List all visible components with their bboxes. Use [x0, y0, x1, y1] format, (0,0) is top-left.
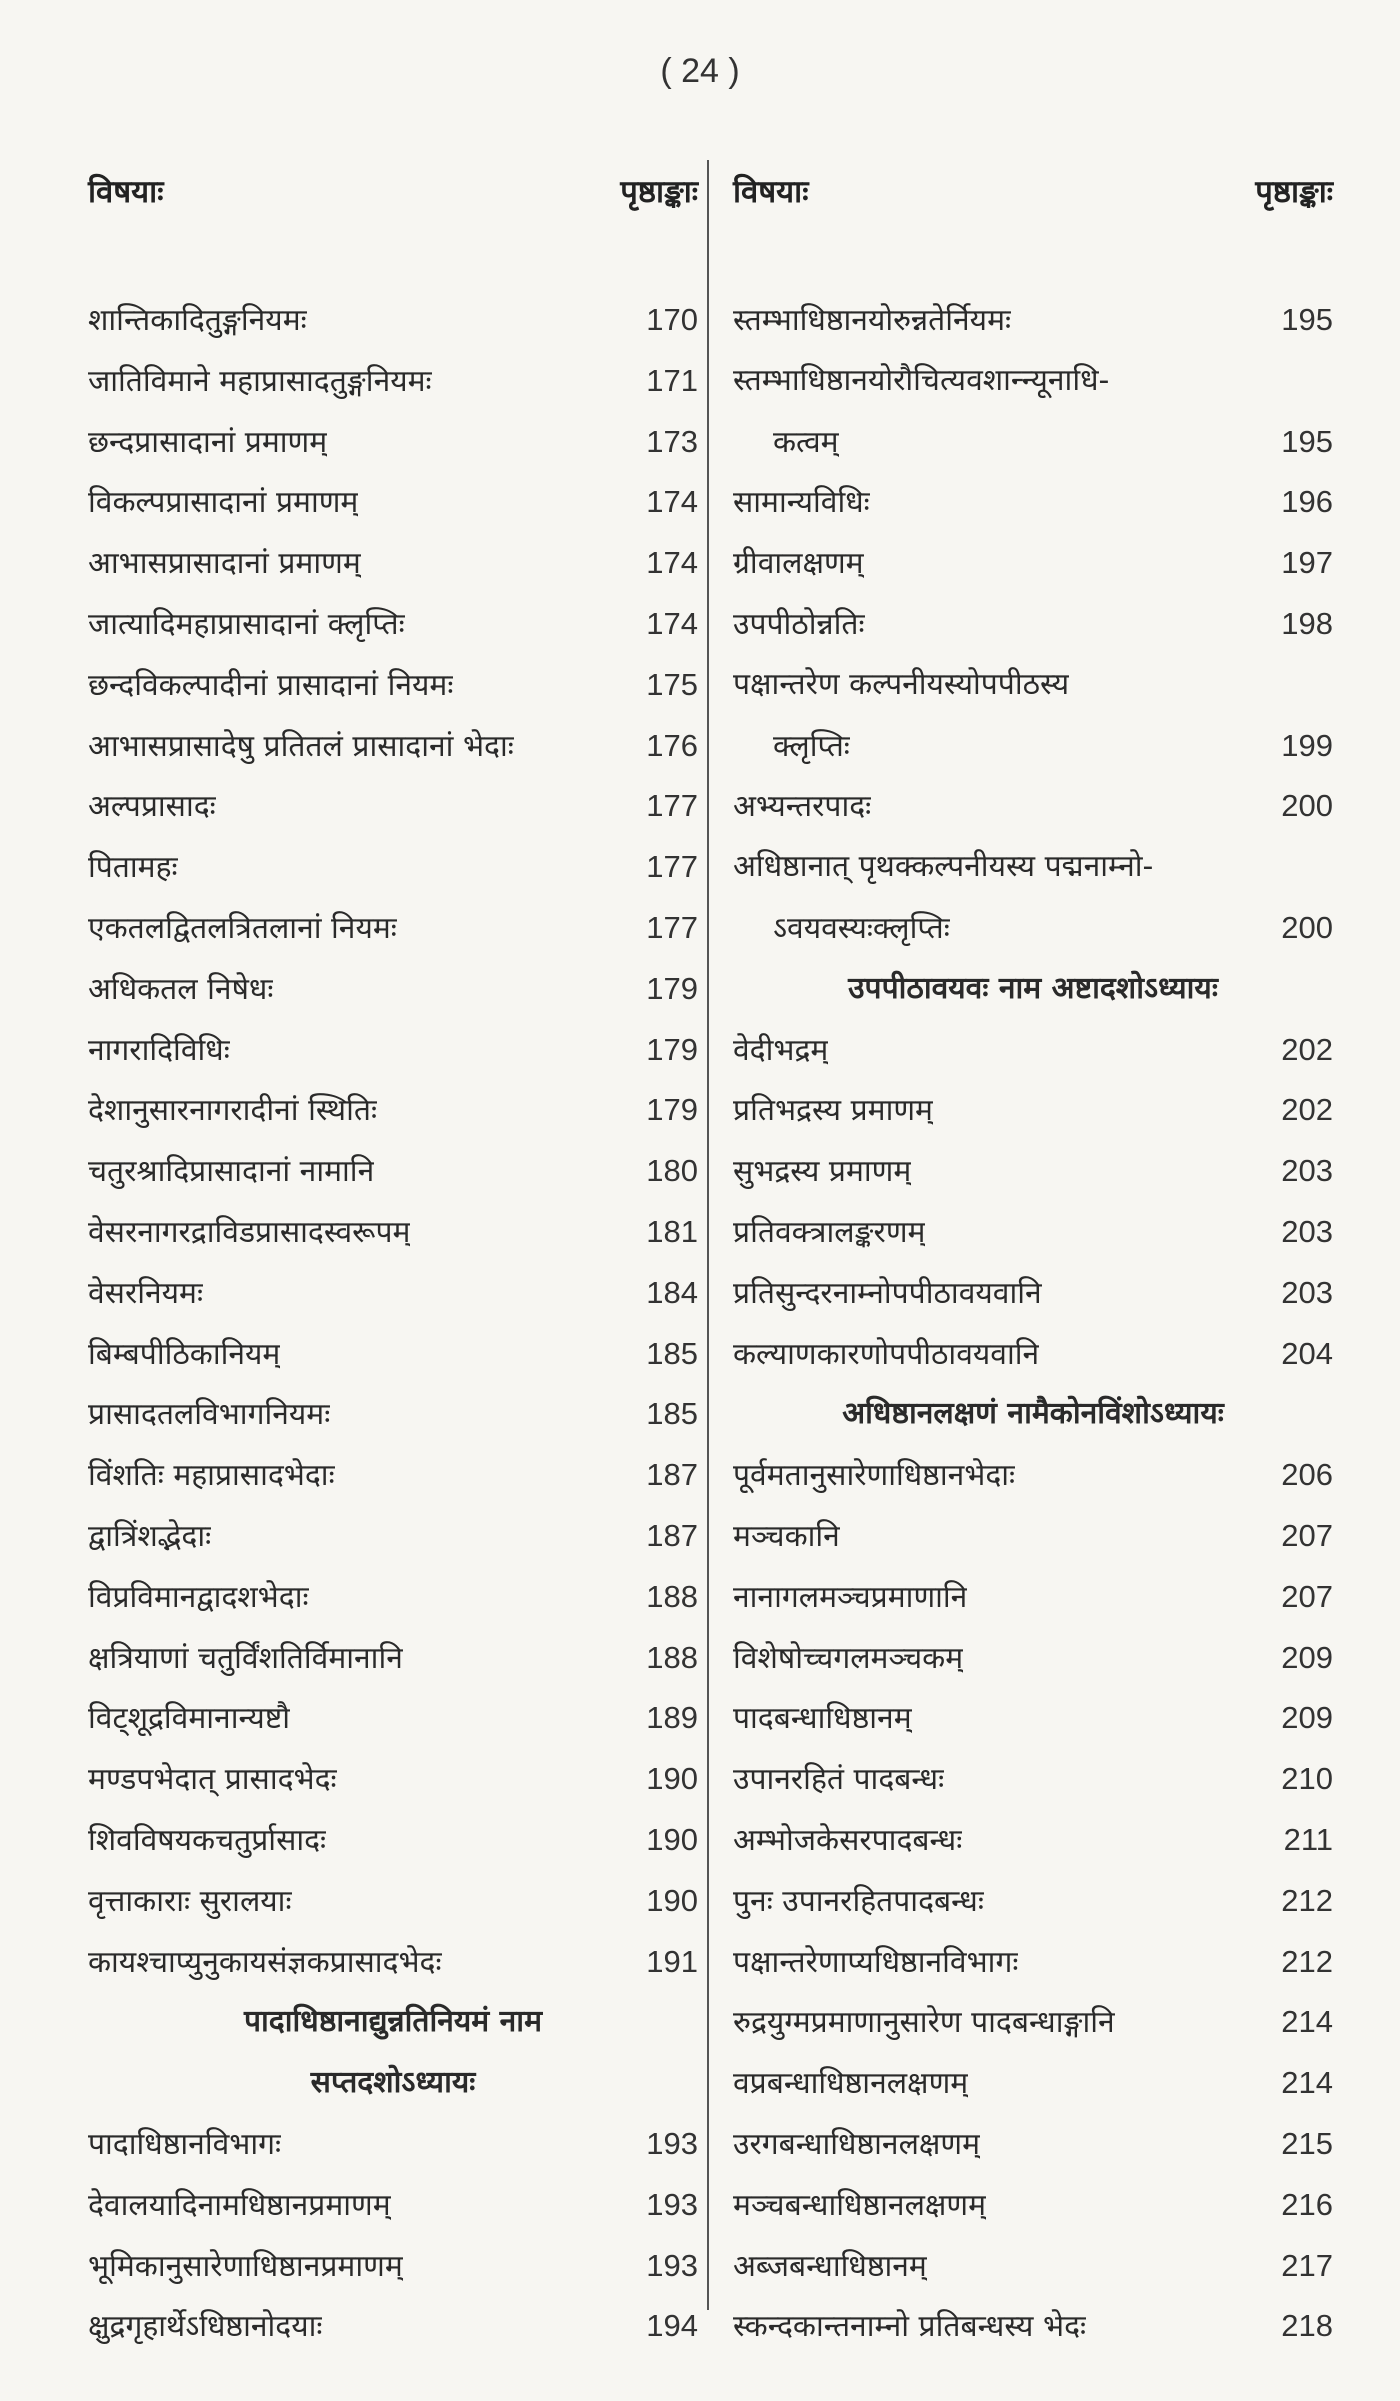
- toc-entry: [733, 290, 1333, 351]
- entry-page-number: 179: [646, 970, 698, 1006]
- page-number: ( 24 ): [660, 52, 740, 90]
- entry-page-number: 189: [646, 1700, 698, 1736]
- toc-entry: [88, 1445, 698, 1506]
- entry-page-number: 173: [646, 423, 698, 459]
- toc-entry: [733, 1324, 1333, 1385]
- toc-entry: [88, 959, 698, 1020]
- toc-entry: [88, 594, 698, 655]
- entry-title: शिवविषयकचतुर्प्रासादः: [88, 1822, 327, 1858]
- toc-entry: [733, 2236, 1333, 2297]
- toc-entry: [88, 1932, 698, 1993]
- toc-entry: [88, 1020, 698, 1081]
- entry-title: नागरादिविधिः: [88, 1032, 230, 1068]
- chapter-heading: उपपीठावयवः नाम अष्टादशोऽध्यायः: [848, 970, 1218, 1006]
- entry-title: उपानरहितं पादबन्धः: [733, 1762, 945, 1798]
- toc-entry: [88, 655, 698, 716]
- entry-page-number: 190: [646, 1761, 698, 1797]
- toc-entry: [733, 1506, 1333, 1567]
- toc-entry: [733, 412, 1333, 473]
- entry-title: मञ्चबन्धाधिष्ठानलक्षणम्: [733, 2187, 987, 2223]
- entry-page-number: 217: [1281, 2247, 1333, 2283]
- entry-title: प्रतिभद्रस्य प्रमाणम्: [733, 1093, 933, 1129]
- entry-title: वेसरनागरद्राविडप्रासादस्वरूपम्: [88, 1214, 411, 1250]
- toc-entry: [88, 533, 698, 594]
- entry-page-number: 200: [1281, 909, 1333, 945]
- entry-title: बिम्बपीठिकानियम्: [88, 1336, 281, 1372]
- subject-header: विषयाः: [88, 174, 164, 210]
- toc-entry: [733, 472, 1333, 533]
- toc-entry: [733, 837, 1333, 898]
- toc-entry: [733, 2296, 1333, 2357]
- entry-page-number: 212: [1281, 1943, 1333, 1979]
- entry-title: विकल्पप्रासादानां प्रमाणम्: [88, 485, 359, 521]
- entry-title: सुभद्रस्य प्रमाणम्: [733, 1154, 912, 1190]
- entry-page-number: 209: [1281, 1639, 1333, 1675]
- toc-entry: [88, 1202, 698, 1263]
- entry-page-number: 193: [646, 2186, 698, 2222]
- entry-page-number: 190: [646, 1882, 698, 1918]
- entry-page-number: 210: [1281, 1761, 1333, 1797]
- entry-title: क्लृप्तिः: [773, 728, 850, 764]
- entry-title: छन्दविकल्पादीनां प्रासादानां नियमः: [88, 667, 454, 703]
- entry-page-number: 174: [646, 484, 698, 520]
- entry-title: वेसरनियमः: [88, 1275, 204, 1311]
- entry-page-number: 211: [1283, 1821, 1333, 1857]
- entry-title: विशेषोच्चगलमञ्चकम्: [733, 1640, 964, 1676]
- entry-title: एकतलद्वितलत्रितलानां नियमः: [88, 910, 397, 946]
- entry-title: स्तम्भाधिष्ठानयोरौचित्यवशान्न्यूनाधि-: [733, 362, 1110, 398]
- subject-header: विषयाः: [733, 174, 809, 210]
- entry-title: देवालयादिनामधिष्ठानप्रमाणम्: [88, 2187, 391, 2223]
- toc-entry: [88, 1871, 698, 1932]
- entry-page-number: 197: [1281, 545, 1333, 581]
- entry-title: द्वात्रिंशद्भेदाः: [88, 1518, 212, 1554]
- entry-title: पुनः उपानरहितपादबन्धः: [733, 1883, 984, 1919]
- toc-entry: [733, 2114, 1333, 2175]
- entry-page-number: 174: [646, 545, 698, 581]
- toc-entry: [88, 1384, 698, 1445]
- entry-title: उपपीठोन्नतिः: [733, 606, 865, 642]
- contents-column-left: [88, 170, 698, 2357]
- entry-page-number: 207: [1281, 1517, 1333, 1553]
- entry-page-number: 204: [1281, 1335, 1333, 1371]
- toc-entry: [88, 898, 698, 959]
- entry-title: क्षत्रियाणां चतुर्विंशतिर्विमानानि: [88, 1640, 403, 1676]
- entry-page-number: 196: [1281, 484, 1333, 520]
- toc-entry: [733, 1141, 1333, 1202]
- entry-page-number: 214: [1281, 2004, 1333, 2040]
- toc-entry: [733, 1020, 1333, 1081]
- entry-list: [733, 290, 1333, 2357]
- entry-title: अल्पप्रासादः: [88, 789, 216, 825]
- toc-entry: [733, 1810, 1333, 1871]
- entry-page-number: 188: [646, 1639, 698, 1675]
- entry-title: ग्रीवालक्षणम्: [733, 546, 864, 582]
- toc-entry: [88, 472, 698, 533]
- toc-entry: [733, 898, 1333, 959]
- entry-page-number: 203: [1281, 1153, 1333, 1189]
- entry-title: वृत्ताकाराः सुरालयाः: [88, 1883, 292, 1919]
- toc-entry: [88, 1749, 698, 1810]
- toc-entry: [88, 837, 698, 898]
- entry-page-number: 175: [646, 666, 698, 702]
- column-header: [733, 170, 1333, 220]
- entry-page-number: 212: [1281, 1882, 1333, 1918]
- entry-title: क्षुद्रगृहार्थेऽधिष्ठानोदयाः: [88, 2309, 323, 2345]
- toc-entry: [88, 351, 698, 412]
- toc-entry: [733, 1202, 1333, 1263]
- toc-entry: [733, 1628, 1333, 1689]
- toc-entry: [88, 776, 698, 837]
- entry-title: रुद्रयुग्मप्रमाणानुसारेण पादबन्धाङ्गानि: [733, 2005, 1115, 2041]
- chapter-heading: सप्तदशोऽध्यायः: [310, 2065, 476, 2101]
- entry-page-number: 179: [646, 1092, 698, 1128]
- entry-title: सामान्यविधिः: [733, 485, 870, 521]
- entry-page-number: 185: [646, 1396, 698, 1432]
- toc-entry: [88, 1567, 698, 1628]
- entry-title: स्कन्दकान्तनाम्नो प्रतिबन्धस्य भेदः: [733, 2309, 1087, 2345]
- entry-title: चतुरश्रादिप्रासादानां नामानि: [88, 1154, 375, 1190]
- entry-title: पादाधिष्ठानविभागः: [88, 2126, 282, 2162]
- entry-title: देशानुसारनागरादीनां स्थितिः: [88, 1093, 378, 1129]
- toc-entry: [88, 2114, 698, 2175]
- entry-title: विट्शूद्रविमानान्यष्टौ: [88, 1701, 291, 1737]
- entry-title: पादबन्धाधिष्ठानम्: [733, 1701, 912, 1737]
- entry-page-number: 190: [646, 1821, 698, 1857]
- toc-entry: [733, 716, 1333, 777]
- toc-entry: [733, 1749, 1333, 1810]
- toc-entry: [733, 351, 1333, 412]
- entry-title: स्तम्भाधिष्ठानयोरुन्नतेर्नियमः: [733, 303, 1012, 338]
- toc-entry: [733, 1445, 1333, 1506]
- column-header: [88, 170, 698, 220]
- entry-page-number: 214: [1281, 2065, 1333, 2101]
- entry-page-number: 184: [646, 1274, 698, 1310]
- entry-page-number: 171: [646, 362, 698, 398]
- entry-title: अधिष्ठानात् पृथक्कल्पनीयस्य पद्मनाम्नो-: [733, 849, 1154, 885]
- entry-title: प्रासादतलविभागनियमः: [88, 1397, 331, 1433]
- page-header: पृष्ठाङ्काः: [620, 174, 698, 210]
- toc-entry: [88, 2236, 698, 2297]
- entry-page-number: 194: [646, 2308, 698, 2344]
- entry-title: मञ्चकानि: [733, 1518, 840, 1554]
- entry-title: कायश्चाप्युनुकायसंज्ञकप्रासादभेदः: [88, 1944, 442, 1980]
- toc-entry: [733, 1932, 1333, 1993]
- entry-title: मण्डपभेदात् प्रासादभेदः: [88, 1762, 337, 1798]
- entry-page-number: 187: [646, 1517, 698, 1553]
- entry-page-number: 215: [1281, 2125, 1333, 2161]
- toc-entry: [733, 1688, 1333, 1749]
- toc-entry: [733, 1871, 1333, 1932]
- toc-entry: [88, 1506, 698, 1567]
- entry-title: आभासप्रासादानां प्रमाणम्: [88, 546, 361, 582]
- chapter-heading: अधिष्ठानलक्षणं नामैकोनविंशोऽध्यायः: [842, 1396, 1224, 1432]
- entry-page-number: 216: [1281, 2186, 1333, 2222]
- entry-page-number: 174: [646, 605, 698, 641]
- entry-page-number: 206: [1281, 1457, 1333, 1493]
- entry-title: पितामहः: [88, 850, 178, 886]
- entry-title: कल्याणकारणोपपीठावयवानि: [733, 1336, 1040, 1372]
- toc-entry: [88, 1080, 698, 1141]
- entry-page-number: 218: [1281, 2308, 1333, 2344]
- entry-title: वेदीभद्रम्: [733, 1032, 829, 1068]
- toc-entry: [733, 2053, 1333, 2114]
- entry-page-number: 177: [646, 849, 698, 885]
- entry-title: जात्यादिमहाप्रासादानां क्लृप्तिः: [88, 606, 405, 642]
- entry-page-number: 191: [646, 1943, 698, 1979]
- entry-title: छन्दप्रासादानां प्रमाणम्: [88, 424, 328, 460]
- entry-page-number: 193: [646, 2125, 698, 2161]
- entry-title: जातिविमाने महाप्रासादतुङ्गनियमः: [88, 363, 432, 399]
- toc-entry: [88, 1324, 698, 1385]
- toc-entry: [88, 1263, 698, 1324]
- entry-page-number: 188: [646, 1578, 698, 1614]
- entry-title: अधिकतल निषेधः: [88, 971, 274, 1007]
- chapter-heading: पादाधिष्ठानाद्युन्नतिनियमं नाम: [243, 2004, 543, 2040]
- entry-title: प्रतिसुन्दरनाम्नोपपीठावयवानि: [733, 1275, 1042, 1311]
- entry-title: पूर्वमतानुसारेणाधिष्ठानभेदाः: [733, 1458, 1016, 1494]
- entry-page-number: 198: [1281, 605, 1333, 641]
- entry-page-number: 203: [1281, 1213, 1333, 1249]
- entry-page-number: 177: [646, 788, 698, 824]
- toc-entry: [733, 1080, 1333, 1141]
- entry-page-number: 187: [646, 1457, 698, 1493]
- entry-page-number: 195: [1281, 423, 1333, 459]
- entry-page-number: 177: [646, 909, 698, 945]
- toc-entry: [733, 776, 1333, 837]
- column-divider: [707, 160, 709, 2310]
- entry-title: शान्तिकादितुङ्गनियमः: [88, 303, 307, 338]
- toc-entry: [88, 716, 698, 777]
- entry-page-number: 202: [1281, 1092, 1333, 1128]
- entry-page-number: 176: [646, 727, 698, 763]
- entry-title: विंशतिः महाप्रासादभेदाः: [88, 1458, 335, 1494]
- entry-title: कत्वम्: [773, 424, 839, 460]
- entry-title: अब्जबन्धाधिष्ठानम्: [733, 2248, 927, 2284]
- entry-page-number: 203: [1281, 1274, 1333, 1310]
- entry-title: वप्रबन्धाधिष्ठानलक्षणम्: [733, 2066, 969, 2102]
- entry-title: आभासप्रासादेषु प्रतितलं प्रासादानां भेदाः: [88, 728, 514, 764]
- toc-entry: [88, 2175, 698, 2236]
- entry-page-number: 207: [1281, 1578, 1333, 1614]
- entry-title: उरगबन्धाधिष्ठानलक्षणम्: [733, 2126, 981, 2162]
- entry-page-number: 185: [646, 1335, 698, 1371]
- toc-entry: [88, 2296, 698, 2357]
- entry-page-number: 181: [646, 1213, 698, 1249]
- toc-entry: [733, 1567, 1333, 1628]
- entry-title: नानागलमञ्चप्रमाणानि: [733, 1579, 968, 1615]
- entry-title: ऽवयवस्यःक्लृप्तिः: [773, 910, 950, 946]
- entry-title: अम्भोजकेसरपादबन्धः: [733, 1822, 963, 1858]
- toc-entry: [733, 655, 1333, 716]
- toc-entry: [88, 1141, 698, 1202]
- toc-entry: [88, 1810, 698, 1871]
- toc-entry: [88, 412, 698, 473]
- entry-list: [88, 290, 698, 2357]
- toc-entry: [88, 1628, 698, 1689]
- toc-entry: [88, 290, 698, 351]
- entry-page-number: 199: [1281, 727, 1333, 763]
- entry-title: पक्षान्तरेणाप्यधिष्ठानविभागः: [733, 1944, 1019, 1980]
- entry-page-number: 179: [646, 1031, 698, 1067]
- entry-page-number: 202: [1281, 1031, 1333, 1067]
- entry-page-number: 180: [646, 1153, 698, 1189]
- entry-title: अभ्यन्तरपादः: [733, 789, 872, 825]
- contents-column-right: [733, 170, 1333, 2357]
- entry-title: विप्रविमानद्वादशभेदाः: [88, 1579, 309, 1615]
- entry-title: प्रतिवक्त्रालङ्करणम्: [733, 1214, 926, 1250]
- toc-entry: [88, 1688, 698, 1749]
- entry-page-number: 200: [1281, 788, 1333, 824]
- toc-entry: [733, 1992, 1333, 2053]
- entry-page-number: 170: [646, 302, 698, 337]
- entry-title: भूमिकानुसारेणाधिष्ठानप्रमाणम्: [88, 2248, 403, 2284]
- toc-entry: [733, 533, 1333, 594]
- page-header: पृष्ठाङ्काः: [1255, 174, 1333, 210]
- toc-entry: [733, 2175, 1333, 2236]
- entry-page-number: 193: [646, 2247, 698, 2283]
- entry-page-number: 209: [1281, 1700, 1333, 1736]
- entry-page-number: 195: [1281, 302, 1333, 337]
- entry-title: पक्षान्तरेण कल्पनीयस्योपपीठस्य: [733, 666, 1070, 702]
- toc-entry: [733, 594, 1333, 655]
- toc-entry: [733, 1263, 1333, 1324]
